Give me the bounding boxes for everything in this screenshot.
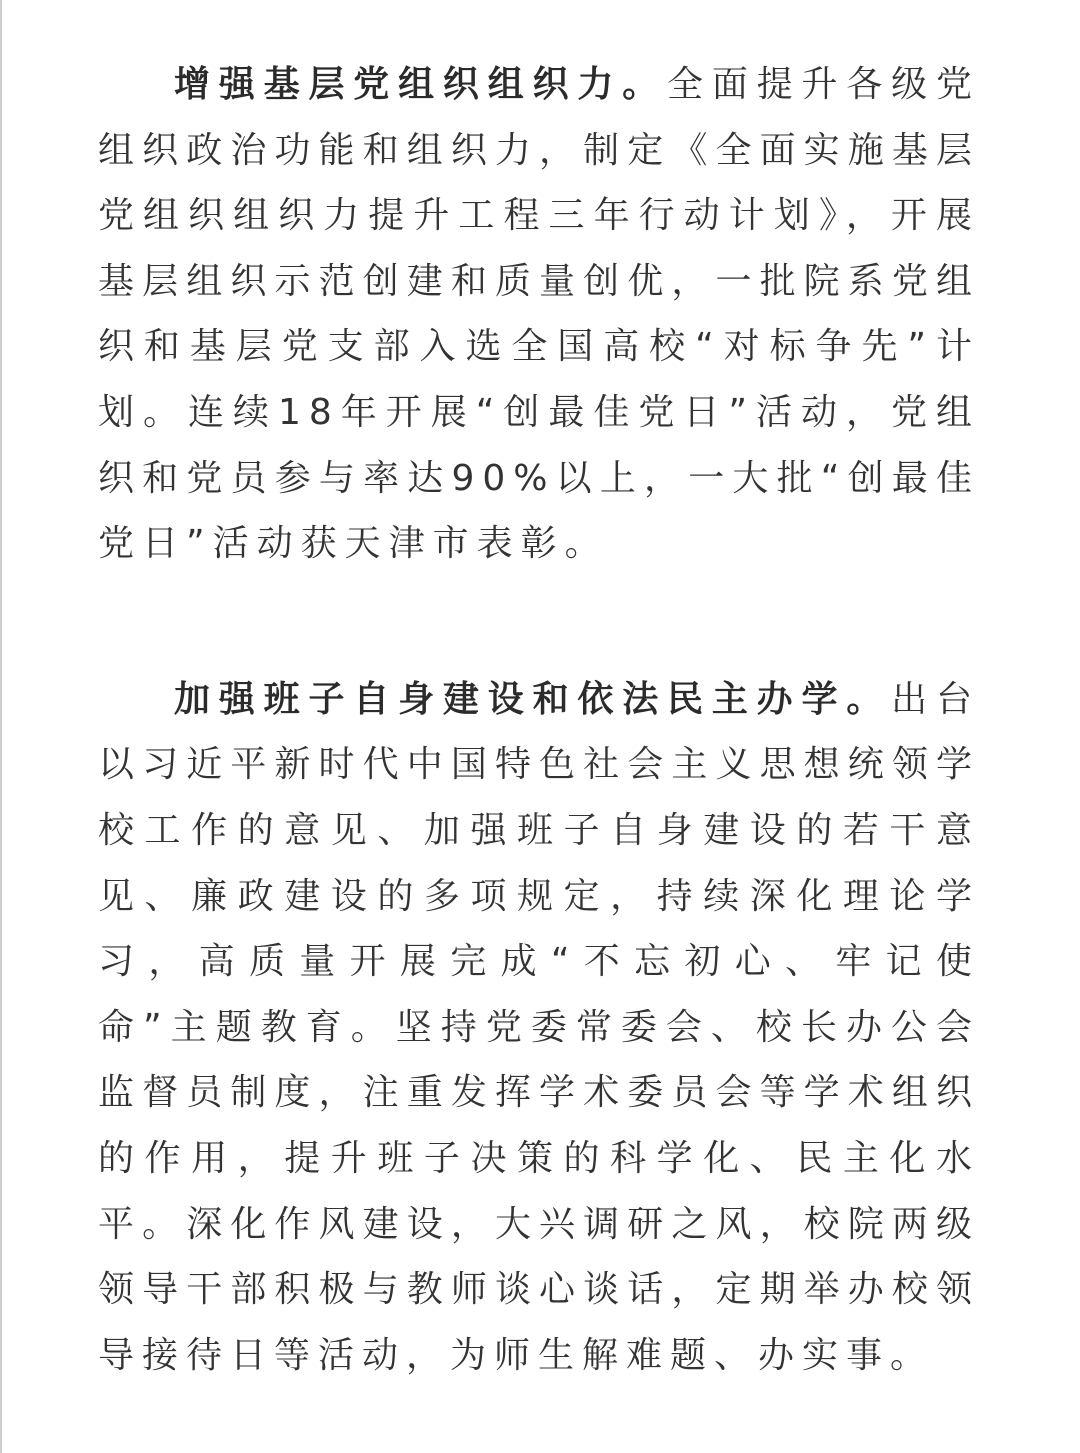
paragraph-party-organization (98, 52, 980, 577)
article-body (98, 52, 980, 1388)
paragraph-lead-heading: 增强基层党组织组织力。 (174, 64, 668, 105)
paragraph-body-text: 出台以习近平新时代中国特色社会主义思想统领学校工作的意见、加强班子自身建设的若干意见、廉政建设的多项规定，持续深化理论学习，高质量开展完成“不忘初心、牢记使命”主题教育。坚持党委常委会、校长办公会监督员制度，注重发挥学术委员会等学术组织的作用，提升班子决策的科学化、民主化水平。深化作风建设，大兴调研之风，校院两级领导干部积极与教师谈心谈话，定期举办校领导接待日等活动，为师生解难题、办实事。 (98, 678, 980, 1376)
paragraph-leadership-building (98, 667, 980, 1389)
paragraph-lead-heading: 加强班子自身建设和依法民主办学。 (174, 678, 892, 720)
paragraph-body-text: 全面提升各级党组织政治功能和组织力，制定《全面实施基层党组织组织力提升工程三年行动计划》，开展基层组织示范创建和质量创优，一批院系党组织和基层党支部入选全国高校“对标争先”计划。连续18年开展“创最佳党日”活动，党组织和党员参与率达90%以上，一大批“创最佳党日”活动获天津市表彰。 (98, 64, 980, 565)
page-left-edge (0, 0, 2, 1453)
